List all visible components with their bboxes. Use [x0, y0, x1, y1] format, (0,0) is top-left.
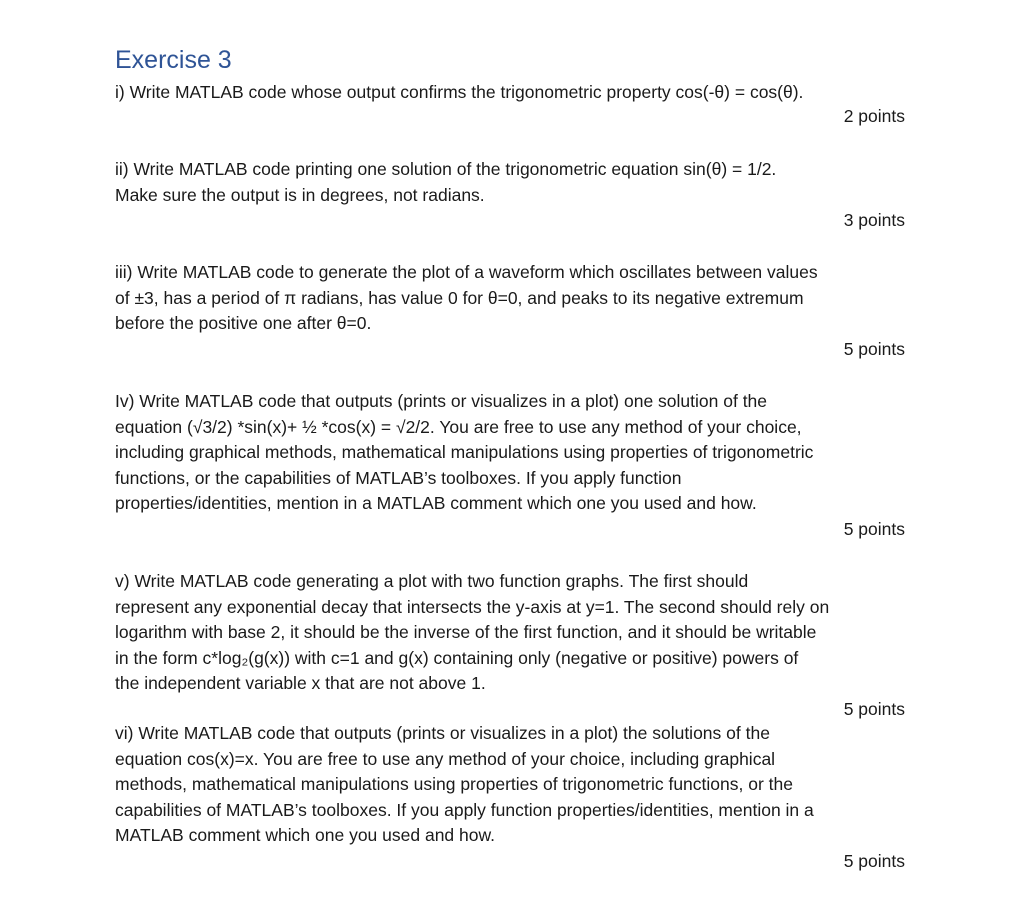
question-5-line-1: v) Write MATLAB code generating a plot with two function graphs. The first should: [115, 571, 749, 591]
question-3-line-2: of ±3, has a period of π radians, has value 0 for θ=0, and peaks to its negative extremum: [115, 287, 804, 308]
question-4-line-2: equation (√3/2) *sin(x)+ ½ *cos(x) = √2/2. You are free to use any method of your choice,: [115, 416, 802, 437]
question-4-line-5: properties/identities, mention in a MATLAB comment which one you used and how.: [115, 493, 757, 514]
question-2-text: [115, 157, 905, 208]
question-3-line-1: iii) Write MATLAB code to generate the plot of a waveform which oscillates between values: [115, 262, 818, 282]
question-4-line-4: functions, or the capabilities of MATLAB’s toolboxes. If you apply function: [115, 467, 682, 488]
question-5-line-3: logarithm with base 2, it should be the inverse of the first function, and it should be writable: [115, 622, 817, 643]
question-1-text: [115, 80, 905, 106]
question-2-line-1: ii) Write MATLAB code printing one solution of the trigonometric equation sin(θ) = 1/2.: [115, 159, 777, 179]
question-6-line-4: capabilities of MATLAB’s toolboxes. If you apply function properties/identities, mention in a: [115, 799, 814, 820]
question-2-points: 3 points: [843, 210, 905, 230]
question-5-points: 5 points: [843, 699, 905, 719]
question-6-points: 5 points: [843, 851, 905, 871]
question-6-text: [115, 721, 905, 849]
question-6-line-3: methods, mathematical manipulations using properties of trigonometric functions, or the: [115, 774, 793, 795]
question-6-line-2: equation cos(x)=x. You are free to use any method of your choice, including graphical: [115, 748, 776, 769]
question-2: [115, 157, 905, 230]
question-3-text: [115, 260, 905, 337]
question-4-line-1: Iv) Write MATLAB code that outputs (prints or visualizes in a plot) one solution of the: [115, 391, 768, 411]
question-3-line-3: before the positive one after θ=0.: [115, 313, 372, 334]
question-5-line-2: represent any exponential decay that intersects the y-axis at y=1. The second should rely on: [115, 596, 830, 617]
exercise-title: Exercise 3: [115, 46, 232, 74]
question-4-text: [115, 389, 905, 517]
question-5-text: [115, 569, 905, 697]
question-6: [115, 721, 905, 871]
question-1-points: 2 points: [843, 106, 905, 126]
question-4: [115, 389, 905, 539]
question-5-line-4: in the form c*log₂(g(x)) with c=1 and g(x) containing only (negative or positive) powers of: [115, 647, 799, 668]
question-4-points: 5 points: [843, 519, 905, 539]
question-3: [115, 260, 905, 359]
question-4-line-3: including graphical methods, mathematical manipulations using properties of trigonometric: [115, 442, 814, 463]
question-2-line-2: Make sure the output is in degrees, not radians.: [115, 184, 485, 205]
question-6-line-5: MATLAB comment which one you used and how.: [115, 825, 496, 846]
question-6-line-1: vi) Write MATLAB code that outputs (prints or visualizes in a plot) the solutions of the: [115, 723, 770, 743]
question-3-points: 5 points: [843, 339, 905, 359]
exercise-document: [115, 44, 905, 871]
question-1: [115, 80, 905, 126]
question-5: [115, 569, 905, 719]
question-5-line-5: the independent variable x that are not above 1.: [115, 673, 486, 694]
question-1-line-1: i) Write MATLAB code whose output confirms the trigonometric property cos(-θ) = cos(θ).: [115, 82, 804, 102]
